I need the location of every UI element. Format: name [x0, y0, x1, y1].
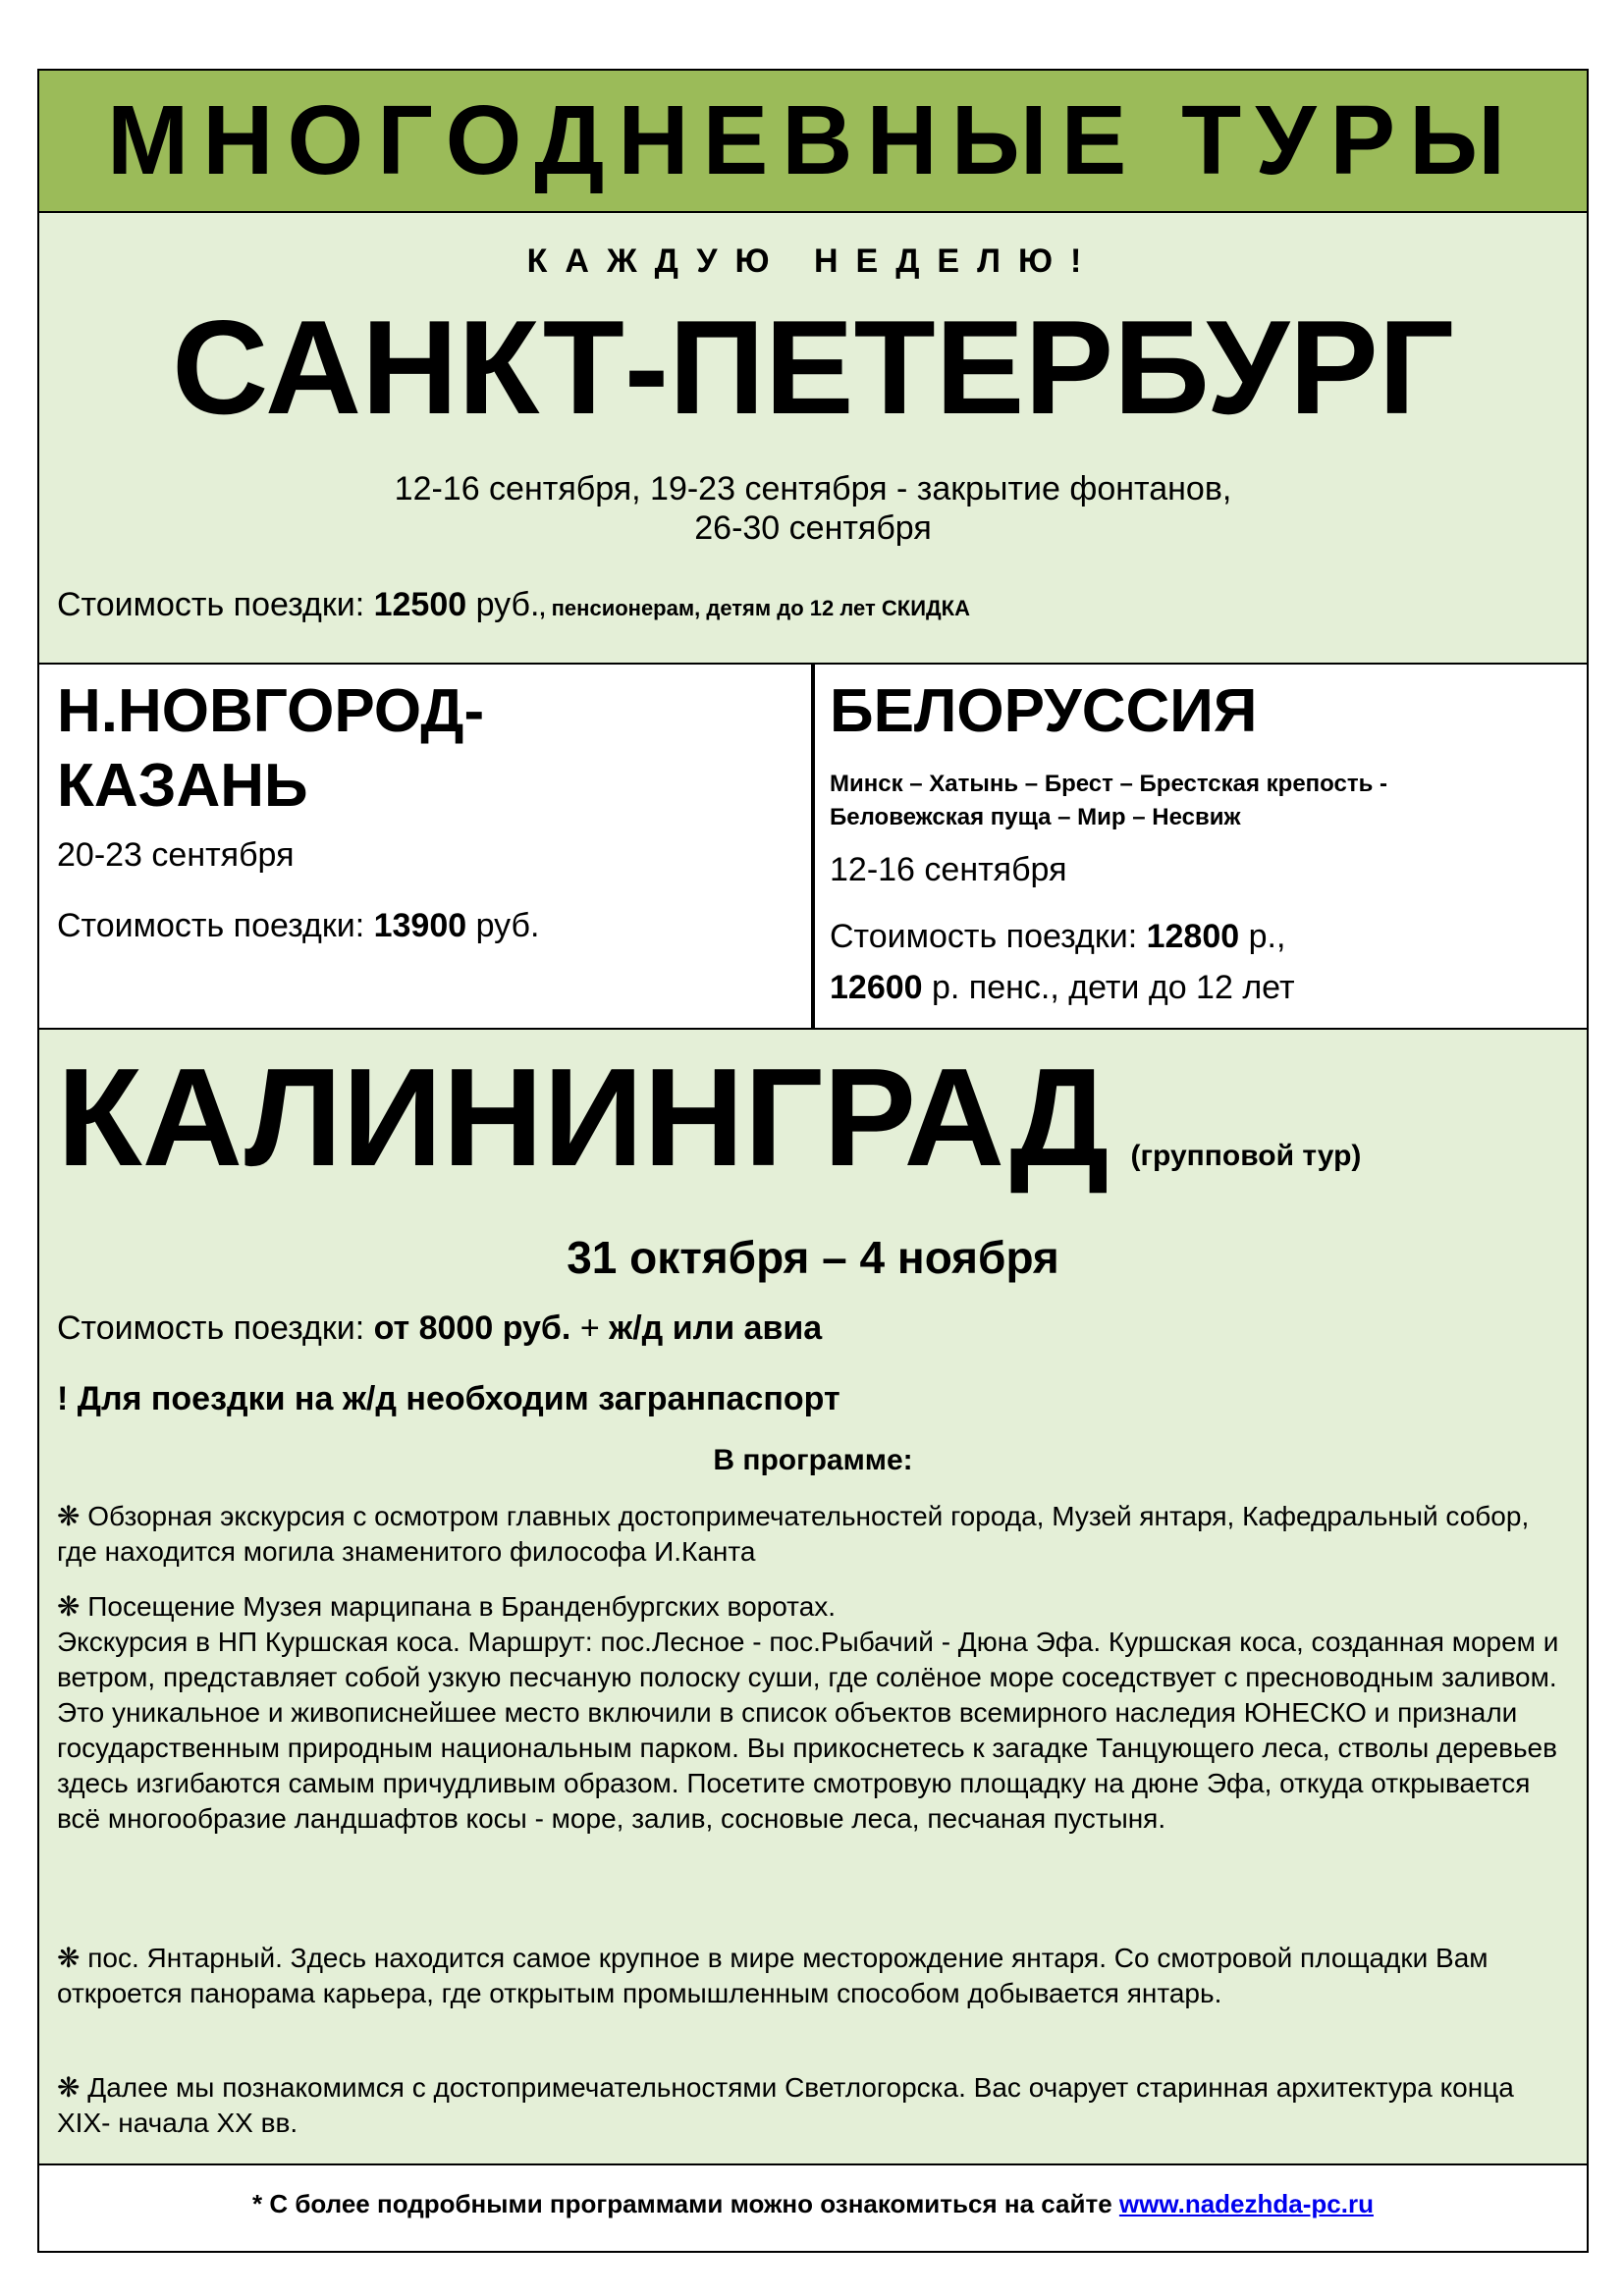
bullet-icon: ❋ [57, 1591, 81, 1622]
program-item-2 [57, 1589, 1569, 1837]
program-item-2-text: Посещение Музея марципана в Бранденбургских воротах. [80, 1591, 837, 1622]
bullet-icon: ❋ [57, 2072, 81, 2103]
kaliningrad-dates: 31 октября – 4 ноября [567, 1232, 1059, 1283]
kaliningrad-title: КАЛИНИНГРАД [57, 1040, 1110, 1196]
kazan-title-line2: КАЗАНЬ [57, 752, 308, 820]
spb-price-label: Стоимость поездки: [57, 586, 374, 623]
belarus-title: БЕЛОРУССИЯ [830, 677, 1258, 745]
program-item-2-details: Экскурсия в НП Куршская коса. Маршрут: пос.Лесное - пос.Рыбачий - Дюна Эфа. Куршская коса, созданная морем и ветром, представляет собой узкую песчаную полоску суши, где солёное море соседствует с пресноводным заливом. Это уникальное и живописнейшее место включили в список объектов всемирного наследия ЮНЕСКО и признали государственным природным национальным парком. Вы прикоснетесь к загадке Танцующего леса, стволы деревьев здесь изгибаются самым причудливым образом. Посетите смотровую площадку на дюне Эфа, откуда открывается всё многообразие ландшафтов косы - море, залив, сосновые леса, песчаная пустыня. [57, 1627, 1559, 1834]
kazan-price-value: 13900 [373, 907, 467, 944]
kazan-price-label: Стоимость поездки: [57, 907, 374, 944]
belarus-route-line1: Минск – Хатынь – Брест – Брестская крепость - [830, 771, 1388, 797]
header-banner [39, 71, 1587, 213]
program-item-3-text: пос. Янтарный. Здесь находится самое крупное в мире месторождение янтаря. Со смотровой площадки Вам откроется панорама карьера, где открытым промышленным способом добывается янтарь. [57, 1943, 1489, 2008]
spb-price [57, 586, 970, 624]
program-item-3 [57, 1941, 1569, 2011]
belarus-price-unit: р., [1239, 918, 1286, 955]
website-link[interactable]: www.nadezhda-pc.ru [1118, 2189, 1374, 2218]
spb-title: САНКТ-ПЕТЕРБУРГ [172, 293, 1454, 442]
spb-section [39, 213, 1587, 665]
footer [39, 2163, 1587, 2251]
belarus-section [815, 665, 1587, 1030]
kaliningrad-price-label: Стоимость поездки: [57, 1309, 374, 1347]
spb-price-note: , пенсионерам, детям до 12 лет СКИДКА [539, 596, 970, 620]
spb-tagline: КАЖДУЮ НЕДЕЛЮ! [526, 242, 1100, 280]
program-item-4-text: Далее мы познакомимся с достопримечательностями Светлогорска. Вас очарует старинная архитектура конца XIX- начала XX вв. [57, 2072, 1514, 2138]
belarus-price-pension [830, 969, 1295, 1007]
kazan-price-unit: руб. [466, 907, 540, 944]
footer-text: * С более подробными программами можно ознакомиться на сайте [252, 2189, 1119, 2218]
kaliningrad-price-value: от 8000 руб. [373, 1309, 571, 1347]
kaliningrad-section [39, 1030, 1587, 2163]
bullet-icon: ❋ [57, 1943, 81, 1973]
program-item-4 [57, 2070, 1569, 2141]
kazan-price [57, 907, 539, 945]
footer-note [39, 2189, 1587, 2219]
kaliningrad-program-title: В программе: [713, 1444, 913, 1476]
belarus-price [830, 918, 1285, 956]
kaliningrad-price [57, 1309, 822, 1348]
program-item-1 [57, 1499, 1569, 1570]
belarus-price-label: Стоимость поездки: [830, 918, 1147, 955]
kazan-dates: 20-23 сентября [57, 836, 295, 874]
belarus-price2-value: 12600 [830, 969, 923, 1006]
kaliningrad-heading [57, 1038, 1361, 1199]
belarus-price2-text: р. пенс., дети до 12 лет [922, 969, 1295, 1006]
kazan-section [39, 665, 815, 1030]
bullet-icon: ❋ [57, 1501, 81, 1531]
kaliningrad-price-transport: ж/д или авиа [609, 1309, 823, 1347]
belarus-price-value: 12800 [1146, 918, 1240, 955]
belarus-dates: 12-16 сентября [830, 851, 1067, 888]
belarus-route-line2: Беловежская пуща – Мир – Несвиж [830, 804, 1241, 830]
program-item-1-text: Обзорная экскурсия с осмотром главных достопримечательностей города, Музей янтаря, Кафедральный собор, где находится могила знаменитого философа И.Канта [57, 1501, 1530, 1567]
spb-price-unit: руб. [466, 586, 540, 623]
poster-frame [37, 69, 1589, 2253]
kazan-title-line1: Н.НОВГОРОД- [57, 677, 485, 745]
spb-dates-line1: 12-16 сентября, 19-23 сентября - закрытие фонтанов, [394, 470, 1232, 507]
page-title: МНОГОДНЕВНЫЕ ТУРЫ [107, 85, 1519, 195]
spb-dates-line2: 26-30 сентября [694, 509, 932, 547]
kaliningrad-passport-note: ! Для поездки на ж/д необходим загранпаспорт [57, 1380, 840, 1417]
kaliningrad-subtitle: (групповой тур) [1130, 1140, 1362, 1172]
kaliningrad-price-plus: + [570, 1309, 610, 1347]
spb-price-value: 12500 [373, 586, 467, 623]
